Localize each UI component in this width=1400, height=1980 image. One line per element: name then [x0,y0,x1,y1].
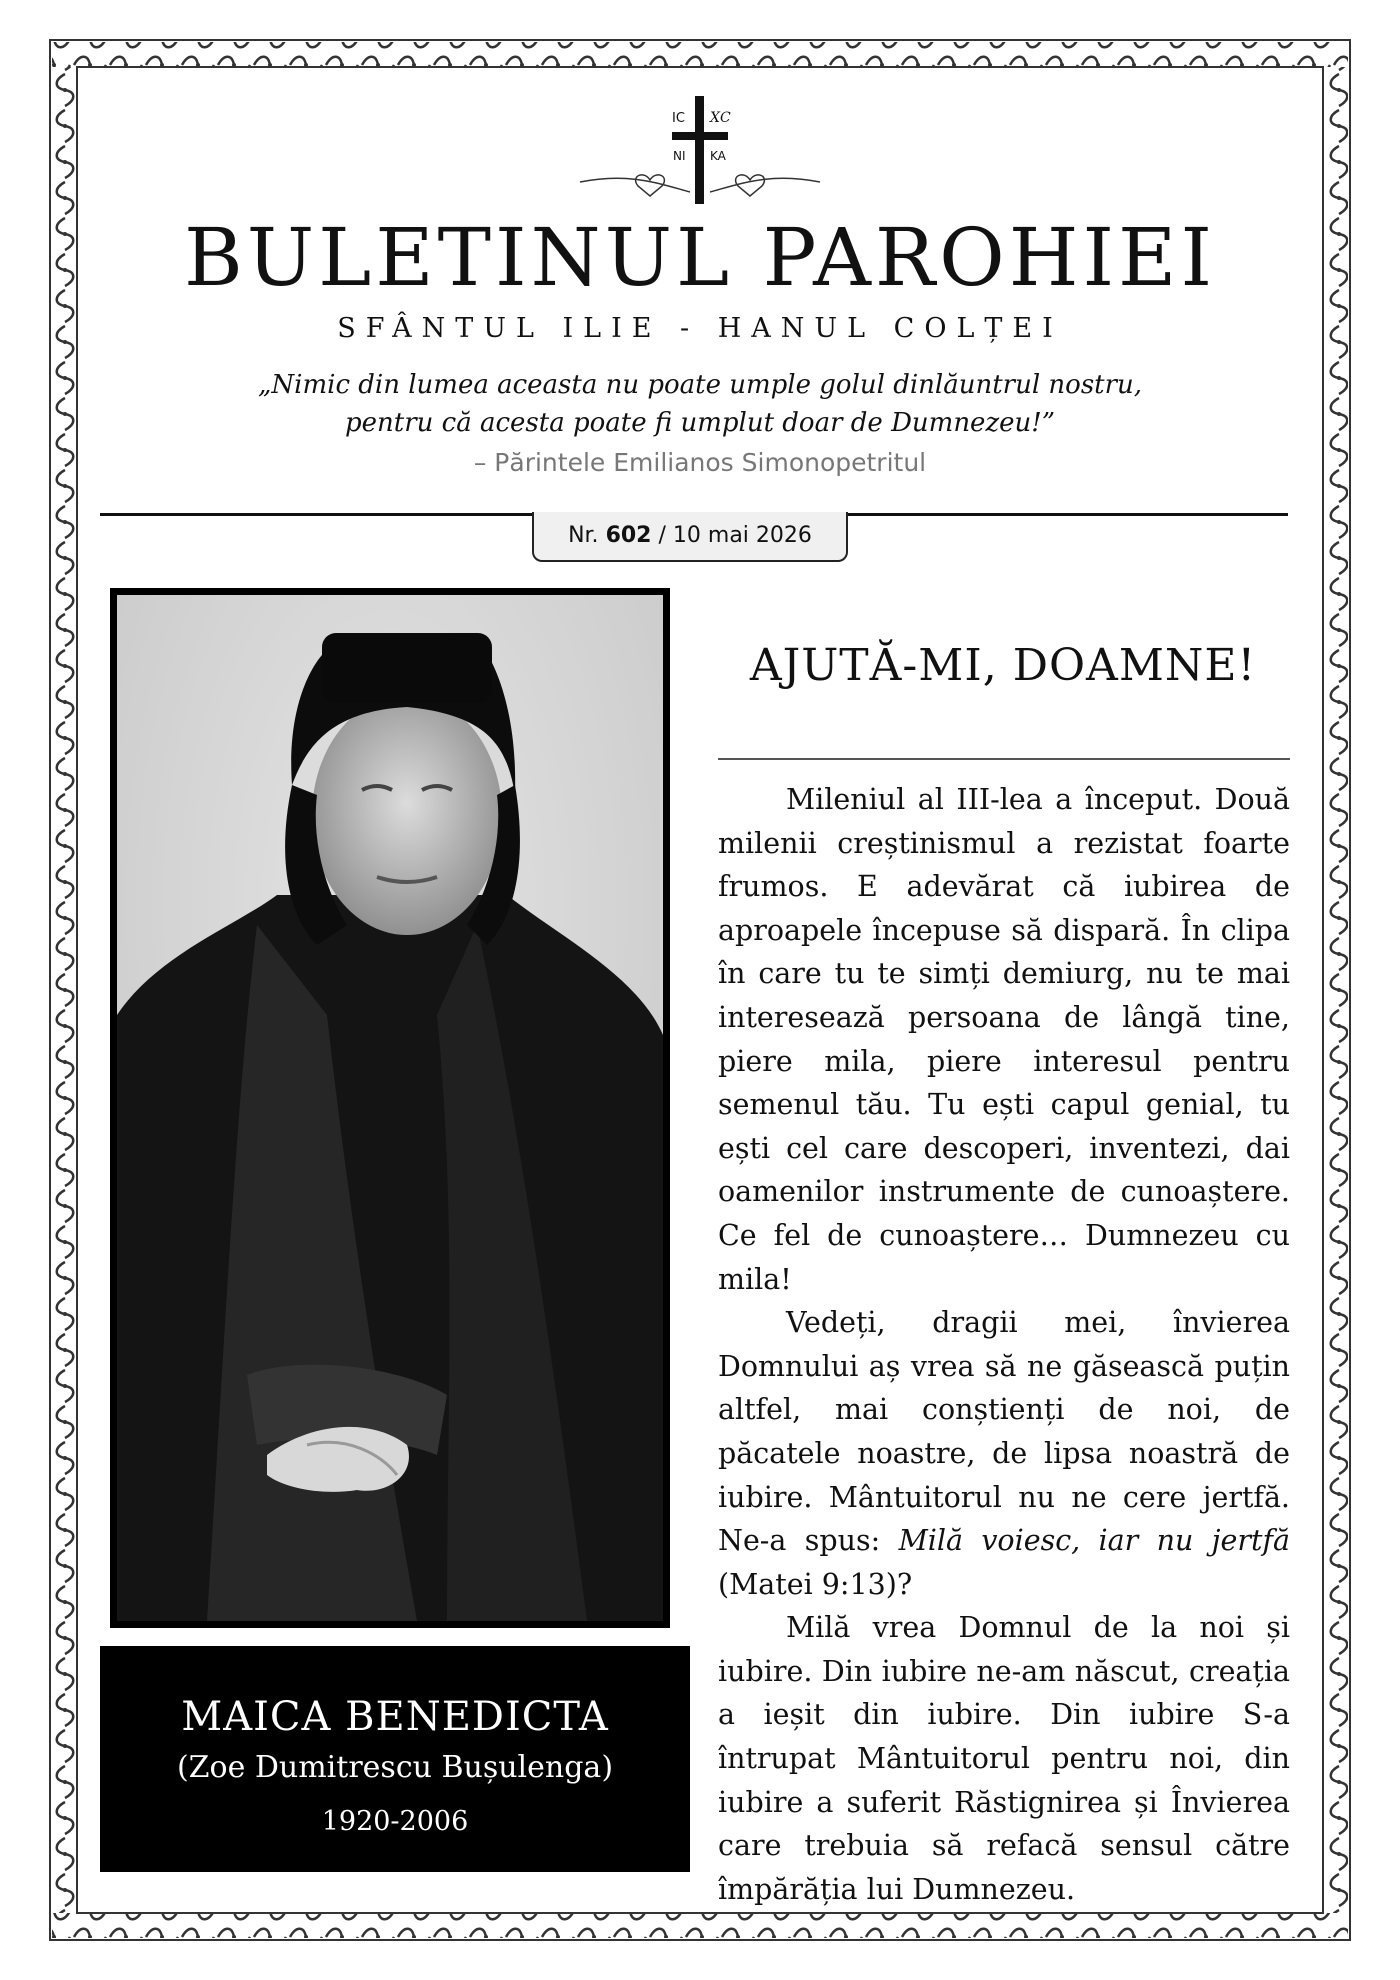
caption-civil-name: (Zoe Dumitrescu Bușulenga) [176,1750,614,1785]
issue-badge [532,512,848,562]
parish-subtitle: SFÂNTUL ILIE - HANUL COLȚEI [337,313,1063,344]
quote-line-2: pentru că acesta poate fi umplut doar de Dumnezeu!” [344,408,1056,438]
p2-scripture-quote: Milă voiesc, iar nu jertfă [898,1524,1291,1558]
quote-author: – Părintele Emilianos Simonopetritul [473,448,927,477]
caption-years: 1920-2006 [321,1806,469,1837]
emblem-ic: IC [672,111,685,126]
issue-date: / 10 mai 2026 [658,523,812,548]
emblem-ni: NI [673,149,686,163]
orthodox-cross-icon [560,92,840,212]
header-quote [150,366,1250,442]
issue-number: 602 [605,523,652,548]
bulletin-title: BULETINUL PAROHIEI [183,211,1217,304]
article-paragraph-3: Milă vrea Domnul de la noi și iubire. Din iubire ne-am născut, creația a ieșit din iubire. Din iubire S-a întrupat Mântuitorul pentru noi, din iubire a suferit Răstignirea și Învierea care trebuia să refacă sensul către împărăția lui Dumnezeu. [718,1611,1290,1906]
issue-prefix: Nr. [568,523,599,548]
article-title: AJUTĂ-MI, DOAMNE! [749,640,1257,691]
p2-text-b: (Matei 9:13)? [718,1567,913,1601]
article-body [718,778,1290,1911]
p2-text-a: Vedeți, dragii mei, învierea Domnului aș vrea să ne găsească puțin altfel, mai conștienți de noi, de păcatele noastre, de lipsa noastră de iubire. Mântuitorul nu ne cere jertfă. Ne-a spus: [718,1306,1290,1558]
portrait-photo [110,588,670,1628]
article-paragraph-2 [718,1301,1290,1606]
photo-caption [100,1646,690,1872]
emblem-ka: KA [710,149,726,163]
caption-name: MAICA BENEDICTA [181,1694,609,1740]
nun-portrait-image [117,595,663,1621]
article-divider [718,758,1290,760]
quote-line-1: „Nimic din lumea aceasta nu poate umple golul dinlăuntrul nostru, [257,370,1143,400]
article-paragraph-1: Mileniul al III-lea a început. Două milenii creștinismul a rezistat foarte frumos. E adevărat că iubirea de aproapele începuse să dispară. În clipa în care tu te simți demiurg, nu te mai interesează persoana de lângă tine, piere mila, piere interesul pentru semenul tău. Tu ești capul genial, tu ești cel care descoperi, inventezi, dai oamenilor instrumente de cunoaștere. Ce fel de cunoaștere… Dumnezeu cu mila! [718,783,1290,1296]
emblem-xc: ΧC [710,110,731,126]
